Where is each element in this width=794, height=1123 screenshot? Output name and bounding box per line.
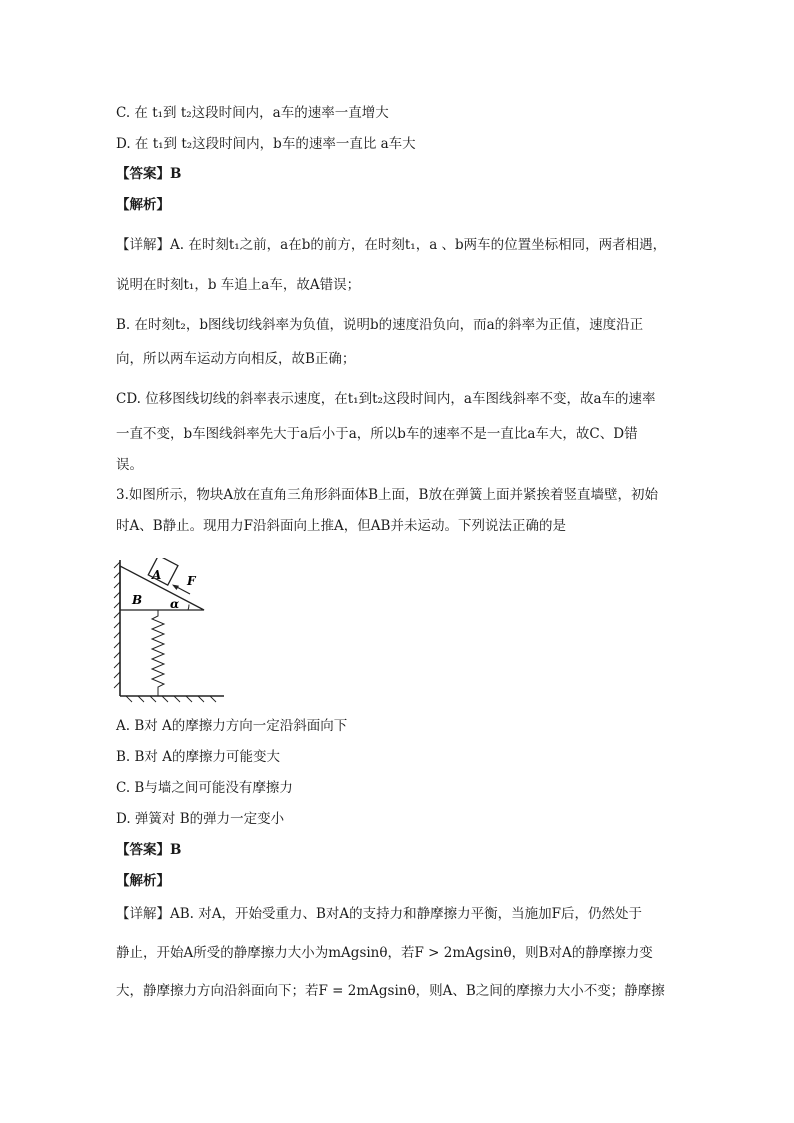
label-block-b: B <box>132 593 143 607</box>
incline-spring-figure <box>112 558 227 703</box>
detail-2-line-7: 误。 <box>116 457 143 473</box>
answer-label-2: 【答案】B <box>116 166 182 182</box>
spring <box>152 610 164 696</box>
detail-2-line-5: CD. 位移图线切线的斜率表示速度，在t₁到t₂这段时间内，a车图线斜率不变，故a车的速率 <box>116 391 656 407</box>
question-3-line-1: 3.如图所示，物块A放在直角三角形斜面体B上面，B放在弹簧上面并紧挨着竖直墙壁，初始 <box>116 487 658 503</box>
label-force: F <box>187 574 196 588</box>
wall-hatching <box>114 562 120 688</box>
detail-2-line-1: 【详解】A. 在时刻t₁之前，a在b的前方，在时刻t₁，a 、b两车的位置坐标相同，两者相遇， <box>116 237 667 253</box>
analysis-label-3: 【解析】 <box>116 873 170 889</box>
analysis-label-2: 【解析】 <box>116 197 170 213</box>
option-c-prev: C. 在 t₁到 t₂这段时间内，a车的速率一直增大 <box>116 105 389 121</box>
angle-arc <box>188 605 189 611</box>
option-d: D. 弹簧对 B的弹力一定变小 <box>116 811 285 827</box>
detail-2-line-4: 向，所以两车运动方向相反，故B正确； <box>116 351 356 367</box>
detail-3-line-3: 大，静摩擦力方向沿斜面向下；若F = 2mAgsinθ，则A、B之间的摩擦力大小不变；静摩擦 <box>116 983 665 999</box>
option-d-prev: D. 在 t₁到 t₂这段时间内，b车的速率一直比 a车大 <box>116 136 416 152</box>
label-block-a: A <box>152 568 162 582</box>
option-a: A. B对 A的摩擦力方向一定沿斜面向下 <box>116 718 348 734</box>
detail-2-line-6: 一直不变，b车图线斜率先大于a后小于a，所以b车的速率不是一直比a车大，故C、D错 <box>116 426 638 442</box>
ground-hatching <box>126 696 216 702</box>
force-arrow-head <box>172 585 179 591</box>
option-b: B. B对 A的摩擦力可能变大 <box>116 749 280 765</box>
answer-label-3: 【答案】B <box>116 842 182 858</box>
detail-2-line-2: 说明在时刻t₁，b 车追上a车，故A错误； <box>116 277 361 293</box>
option-c: C. B与墙之间可能没有摩擦力 <box>116 780 293 796</box>
label-angle: α <box>170 597 180 611</box>
question-3-line-2: 时A、B静止。现用力F沿斜面向上推A，但AB并未运动。下列说法正确的是 <box>116 518 566 534</box>
detail-3-line-2: 静止，开始A所受的静摩擦力大小为mAgsinθ，若F > 2mAgsinθ，则B对A的静摩擦力变 <box>116 945 653 961</box>
detail-2-line-3: B. 在时刻t₂，b图线切线斜率为负值，说明b的速度沿负向，而a的斜率为正值，速度沿正 <box>116 317 644 333</box>
detail-3-line-1: 【详解】AB. 对A，开始受重力、B对A的支持力和静摩擦力平衡，当施加F后，仍然处于 <box>116 906 643 922</box>
